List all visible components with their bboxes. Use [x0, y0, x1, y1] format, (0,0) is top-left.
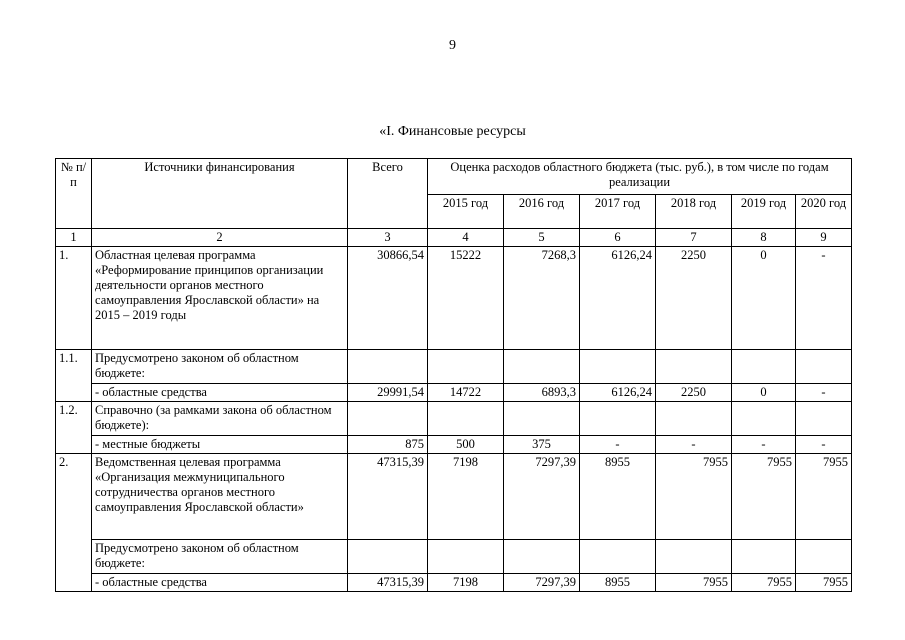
header-row	[56, 159, 852, 195]
table-row	[56, 574, 852, 592]
row-year-value: 0	[732, 384, 796, 402]
row-total	[348, 402, 428, 436]
row-year-value: -	[656, 436, 732, 454]
col-number: 6	[580, 229, 656, 247]
col-number: 7	[656, 229, 732, 247]
row-year-value	[732, 350, 796, 384]
row-year-value: 6893,3	[504, 384, 580, 402]
row-year-value	[796, 402, 852, 436]
row-year-value	[732, 540, 796, 574]
row-year-value: 7955	[656, 574, 732, 592]
row-year-value: 500	[428, 436, 504, 454]
col-number: 9	[796, 229, 852, 247]
row-year-value: 7297,39	[504, 574, 580, 592]
row-year-value	[504, 402, 580, 436]
header-year-2019: 2019 год	[732, 195, 796, 229]
col-number: 8	[732, 229, 796, 247]
row-num: 2.	[56, 454, 92, 592]
header-year-2018: 2018 год	[656, 195, 732, 229]
row-year-value: 7297,39	[504, 454, 580, 540]
financial-resources-table	[55, 158, 852, 592]
row-num: 1.1.	[56, 350, 92, 402]
col-number: 4	[428, 229, 504, 247]
row-total: 47315,39	[348, 454, 428, 540]
header-year-2015: 2015 год	[428, 195, 504, 229]
row-year-value: 15222	[428, 247, 504, 350]
row-year-value	[428, 540, 504, 574]
page-number: 9	[449, 38, 456, 53]
row-year-value: -	[796, 247, 852, 350]
row-year-value	[504, 350, 580, 384]
row-total	[348, 540, 428, 574]
row-year-value: 7955	[732, 454, 796, 540]
row-year-value: 7955	[796, 574, 852, 592]
table-row	[56, 454, 852, 540]
header-num: № п/п	[56, 159, 92, 229]
row-source: Предусмотрено законом об областном бюджете:	[92, 540, 348, 574]
row-year-value	[580, 350, 656, 384]
row-year-value	[656, 402, 732, 436]
row-year-value: 0	[732, 247, 796, 350]
row-num: 1.2.	[56, 402, 92, 454]
row-year-value: -	[796, 384, 852, 402]
row-year-value	[428, 350, 504, 384]
row-year-value: 7198	[428, 574, 504, 592]
row-year-value: 7955	[656, 454, 732, 540]
header-year-2017: 2017 год	[580, 195, 656, 229]
row-source: - областные средства	[92, 384, 348, 402]
row-source: Областная целевая программа «Реформирование принципов организации деятельности органов местного самоуправления Ярославской области» на 2015 – 2019 годы	[92, 247, 348, 350]
header-year-2016: 2016 год	[504, 195, 580, 229]
row-year-value	[580, 402, 656, 436]
table-row	[56, 402, 852, 436]
row-total: 30866,54	[348, 247, 428, 350]
table-row	[56, 540, 852, 574]
header-total: Всего	[348, 159, 428, 229]
row-total: 47315,39	[348, 574, 428, 592]
table-row	[56, 384, 852, 402]
row-year-value: 2250	[656, 247, 732, 350]
row-year-value	[796, 350, 852, 384]
row-year-value: 7268,3	[504, 247, 580, 350]
row-source: Справочно (за рамками закона об областном бюджете):	[92, 402, 348, 436]
row-year-value: 7198	[428, 454, 504, 540]
row-year-value: 6126,24	[580, 384, 656, 402]
header-estimate: Оценка расходов областного бюджета (тыс. руб.), в том числе по годам реализации	[428, 159, 852, 195]
row-year-value	[504, 540, 580, 574]
row-total	[348, 350, 428, 384]
row-total: 875	[348, 436, 428, 454]
row-year-value: 8955	[580, 454, 656, 540]
col-number: 5	[504, 229, 580, 247]
row-year-value: 2250	[656, 384, 732, 402]
table-row	[56, 247, 852, 350]
row-source: Ведомственная целевая программа «Организация межмуниципального сотрудничества органов местного самоуправления Ярославской области»	[92, 454, 348, 540]
row-total: 29991,54	[348, 384, 428, 402]
row-source: Предусмотрено законом об областном бюджете:	[92, 350, 348, 384]
column-numbers-row	[56, 229, 852, 247]
table-row	[56, 350, 852, 384]
row-year-value	[656, 350, 732, 384]
row-year-value	[656, 540, 732, 574]
row-year-value: 375	[504, 436, 580, 454]
col-number: 3	[348, 229, 428, 247]
row-year-value	[796, 540, 852, 574]
header-source: Источники финансирования	[92, 159, 348, 229]
row-year-value: 7955	[796, 454, 852, 540]
row-year-value: -	[580, 436, 656, 454]
row-source: - областные средства	[92, 574, 348, 592]
header-year-2020: 2020 год	[796, 195, 852, 229]
row-source: - местные бюджеты	[92, 436, 348, 454]
row-year-value: 8955	[580, 574, 656, 592]
row-year-value: 6126,24	[580, 247, 656, 350]
col-number: 2	[92, 229, 348, 247]
row-num: 1.	[56, 247, 92, 350]
row-year-value: 14722	[428, 384, 504, 402]
row-year-value: -	[732, 436, 796, 454]
table-row	[56, 436, 852, 454]
row-year-value	[428, 402, 504, 436]
row-year-value: 7955	[732, 574, 796, 592]
row-year-value	[580, 540, 656, 574]
row-year-value	[732, 402, 796, 436]
section-title: «I. Финансовые ресурсы	[379, 124, 526, 139]
col-number: 1	[56, 229, 92, 247]
row-year-value: -	[796, 436, 852, 454]
